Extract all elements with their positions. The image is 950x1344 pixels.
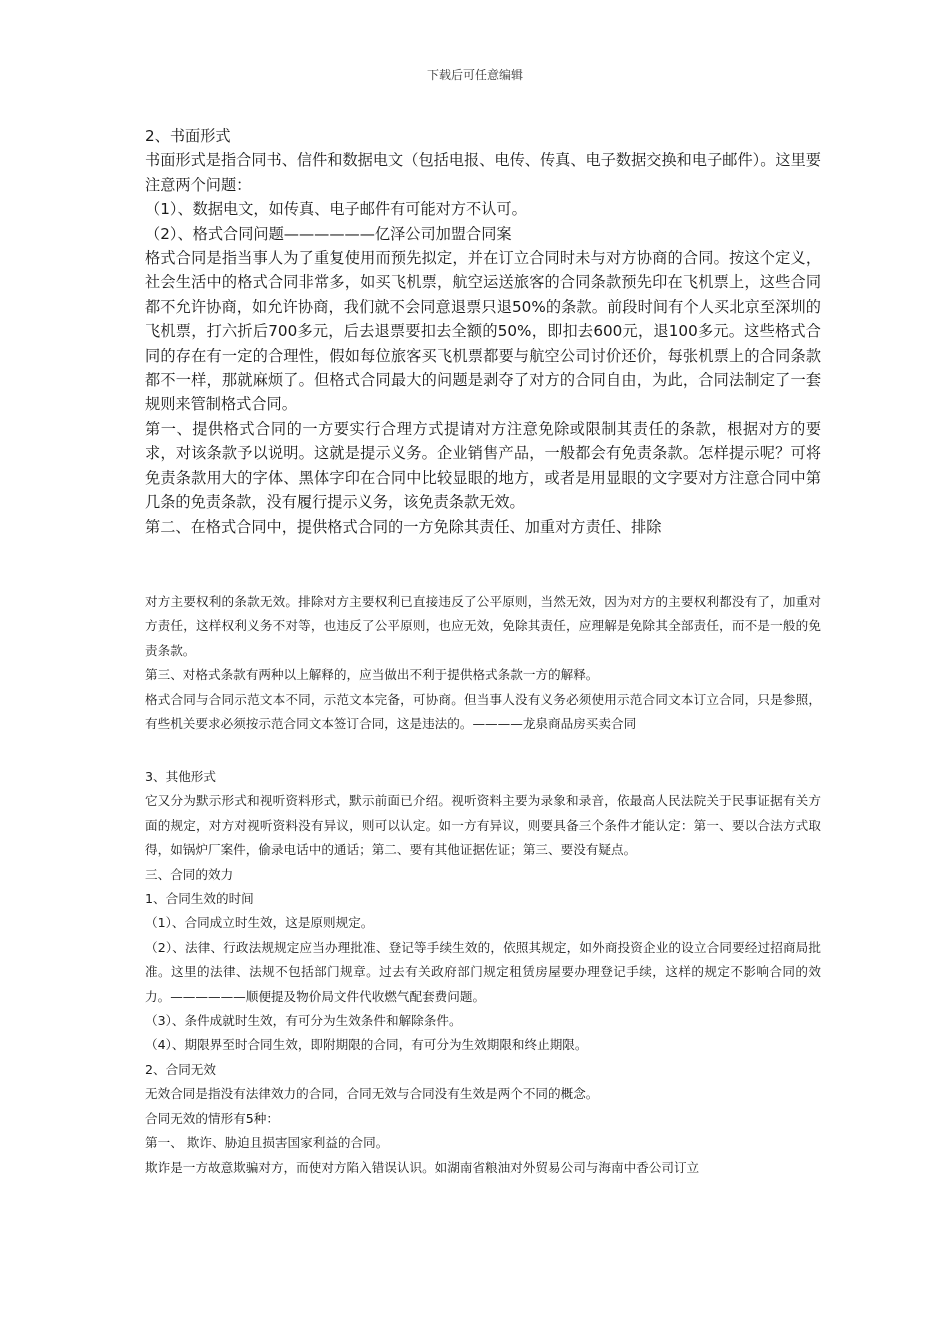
paragraph: 第二、在格式合同中，提供格式合同的一方免除其责任、加重对方责任、排除 (145, 517, 662, 536)
document-body-small-b (145, 765, 821, 1180)
heading-contract-invalid: 2、合同无效 (145, 1061, 216, 1077)
paragraph: 无效合同是指没有法律效力的合同，合同无效与合同没有生效是两个不同的概念。 (145, 1086, 599, 1102)
paragraph: （3）、条件成就时生效，有可分为生效条件和解除条件。 (145, 1013, 462, 1029)
paragraph: 第一、提供格式合同的一方要实行合理方式提请对方注意免除或限制其责任的条款，根据对方的要求，对该条款予以说明。这就是提示义务。企业销售产品，一般都会有免责条款。怎样提示呢？可将免责条款用大的字体、黑体字印在合同中比较显眼的地方，或者是用显眼的文字要对方注意合同中第几条的免责条款，没有履行提示义务，该免责条款无效。 (145, 419, 821, 512)
page-header: 下载后可任意编辑 (426, 68, 523, 82)
paragraph: 合同无效的情形有5种： (145, 1110, 279, 1126)
paragraph: （1）、合同成立时生效，这是原则规定。 (145, 915, 374, 931)
paragraph: 欺诈是一方故意欺骗对方，而使对方陷入错误认识。如湖南省粮油对外贸易公司与海南中香公司订立 (145, 1159, 700, 1175)
paragraph: 格式合同与合同示范文本不同，示范文本完备，可协商。但当事人没有义务必须使用示范合同文本订立合同，只是参照，有些机关要求必须按示范合同文本签订合同，这是违法的。————龙泉商品房买卖合同 (145, 691, 821, 732)
paragraph: 格式合同是指当事人为了重复使用而预先拟定，并在订立合同时未与对方协商的合同。按这个定义，社会生活中的格式合同非常多，如买飞机票，航空运送旅客的合同条款预先印在飞机票上，这些合同都不允许协商，如允许协商，我们就不会同意退票只退50%的条款。前段时间有个人买北京至深圳的飞机票，打六折后700多元，后去退票要扣去全额的50%，即扣去600元，退100多元。这些格式合同的存在有一定的合理性，假如每位旅客买飞机票都要与航空公司讨价还价，每张机票上的合同条款都不一样，那就麻烦了。但格式合同最大的问题是剥夺了对方的合同自由，为此，合同法制定了一套规则来管制格式合同。 (145, 249, 821, 414)
paragraph: （2）、格式合同问题——————亿泽公司加盟合同案 (145, 224, 512, 243)
document-body-large (145, 124, 821, 539)
paragraph: （2）、法律、行政法规规定应当办理批准、登记等手续生效的，依照其规定，如外商投资企业的设立合同要经过招商局批准。这里的法律、法规不包括部门规章。过去有关政府部门规定租赁房屋要办理登记手续，这样的规定不影响合同的效力。——————顺便提及物价局文件代收燃气配套费问题。 (145, 939, 821, 1004)
heading-effective-time: 1、合同生效的时间 (145, 891, 254, 907)
heading-written-form: 2、书面形式 (145, 127, 231, 145)
paragraph: 书面形式是指合同书、信件和数据电文（包括电报、电传、传真、电子数据交换和电子邮件）。这里要注意两个问题： (145, 151, 821, 194)
paragraph: 对方主要权利的条款无效。排除对方主要权利已直接违反了公平原则，当然无效，因为对方的主要权利都没有了，加重对方责任，这样权利义务不对等，也违反了公平原则，也应无效，免除其责任，应理解是免除其全部责任，而不是一般的免责条款。 (145, 594, 821, 658)
paragraph: 第一、 欺诈、胁迫且损害国家利益的合同。 (145, 1135, 389, 1151)
heading-contract-validity: 三、合同的效力 (145, 866, 234, 882)
paragraph: 第三、对格式条款有两种以上解释的，应当做出不利于提供格式条款一方的解释。 (145, 667, 599, 683)
document-body-small-a (145, 590, 821, 736)
heading-other-forms: 3、其他形式 (145, 769, 216, 784)
paragraph: 它又分为默示形式和视听资料形式，默示前面已介绍。视听资料主要为录象和录音，依最高人民法院关于民事证据有关方面的规定，对方对视听资料没有异议，则可以认定。如一方有异议，则要具备三个条件才能认定：第一、要以合法方式取得，如锅炉厂案件，偷录电话中的通话；第二、要有其他证据佐证；第三、要没有疑点。 (145, 793, 821, 858)
paragraph: （4）、期限界至时合同生效，即附期限的合同，有可分为生效期限和终止期限。 (145, 1037, 588, 1053)
paragraph: （1）、数据电文，如传真、电子邮件有可能对方不认可。 (145, 200, 527, 219)
